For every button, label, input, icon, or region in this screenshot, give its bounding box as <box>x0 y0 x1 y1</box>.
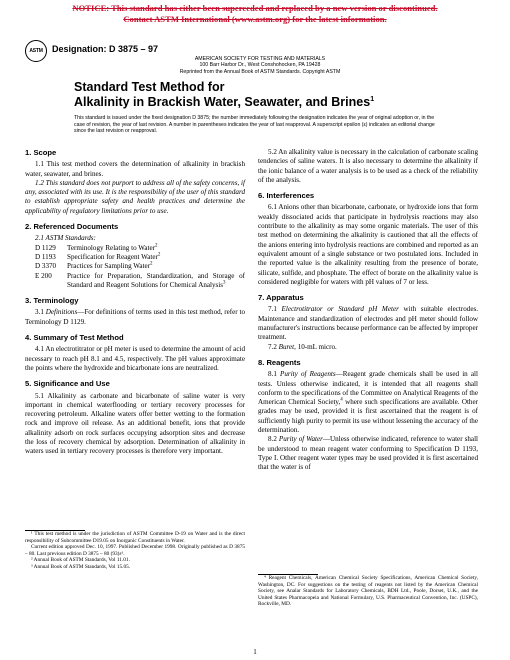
section-heading: 4. Summary of Test Method <box>25 333 124 343</box>
designation: Designation: D 3875 – 97 <box>52 44 159 54</box>
section-heading: 1. Scope <box>25 148 57 157</box>
paragraph: 8.2 Purity of Water—Unless otherwise indicated, reference to water shall be understood to mean reagent water conforming to Specification D 1193, Type I. Other reagent water types may be used provided it is first ascertained that the water is of <box>258 435 479 472</box>
footnote: Current edition approved Dec. 10, 1997. Published December 1998. Originally published as D 3875 – 80. Last previous edition D 3875 – 80 (93)ε¹. <box>25 544 245 557</box>
section-heading: 5. Significance and Use <box>25 379 110 389</box>
page-number: 1 <box>253 648 257 656</box>
notice-line-1: NOTICE: This standard has either been superceded and replaced by a new version or discontinued. <box>72 3 438 13</box>
paragraph: 5.1 Alkalinity as carbonate and bicarbonate of saline water is very important in chemical waterflooding or tertiary recovery processes for recovering petroleum. Alkaline waters offer better wetting to the formation rock and improve oil release. As an additional benefit, ions that provide alkalinity adsorb on rock surfaces occupying adsorption sites and decrease the loss of recovery chemical by adsorption. Determination of alkalinity in waters used in tertiary recovery processes is therefore very important. <box>25 391 245 456</box>
safety-paragraph: 1.2 This standard does not purport to address all of the safety concerns, if any, associated with its use. It is the responsibility of the user of this standard to establish appropriate safety and health practices and determine the applicability of regulatory limitations prior to use. <box>25 178 245 215</box>
section-heading: 7. Apparatus <box>258 293 304 303</box>
paragraph: 8.1 Purity of Reagents—Reagent grade chemicals shall be used in all tests. Unless otherwise indicated, it is intended that all reagents shall conform to the specifications of the Committee on Analytical Reagents of the American Chemical Society,$^4$ where such specifications are available. Other grades may be used, provided it is first ascertained that the reagent is of sufficiently high purity to permit its use without lessening the accuracy of the determination. <box>258 370 478 435</box>
footnotes-left <box>25 530 245 570</box>
footnote: ³ Annual Book of ASTM Standards, Vol 15.05. <box>31 563 131 570</box>
standard-issuance-note: This standard is issued under the fixed designation D 3875; the number immediately following the designation indicates the year of original adoption or, in the case of revision, the year of last revision. A number in parentheses indicates the year of last reapproval. A superscript epsilon (ε) indicates an editorial change since the last revision or reapproval. <box>74 115 435 135</box>
paragraph: 1.1 This test method covers the determination of alkalinity in brackish water, seawater, and brines. <box>25 160 245 178</box>
astm-logo-icon: ASTM <box>25 40 47 62</box>
section-heading: 6. Interferences <box>258 191 315 201</box>
section-heading: 8. Reagents <box>258 357 301 367</box>
notice-line-2: Contact ASTM International (www.astm.org) for the latest information. <box>123 14 387 24</box>
footnotes-right <box>258 574 478 608</box>
right-column <box>258 148 478 473</box>
paragraph: 7.2 Buret, 10-mL micro. <box>268 342 337 351</box>
list-item: D 1129 Terminology Relating to Water$^2$ <box>35 243 158 252</box>
paragraph: 7.1 Electrotitrator or Standard pH Meter with suitable electrodes. Maintenance and standardization of electrodes and pH meter should follow manufacturer's instructions because performance can be affected by improper treatment. <box>258 305 479 342</box>
title-line-2: Alkalinity in Brackish Water, Seawater, and Brines$^1$ <box>74 95 375 109</box>
list-item: D 1193 Specification for Reagent Water$^2$ <box>35 252 161 261</box>
list-item: E 200 Practice for Preparation, Standardization, and Storage of Standard and Reagent Solutions for Chemical Analysis$^3$ <box>35 271 245 289</box>
paragraph: 4.1 An electrotitrator or pH meter is used to determine the amount of acid necessary to reach pH 8.1 and 4.5, respectively. The pH values approximate the points where the hydroxide and bicarbonate ions are neutralized. <box>25 345 245 372</box>
section-heading: 2. Referenced Documents <box>25 222 119 232</box>
title-line-1: Standard Test Method for <box>74 80 225 94</box>
footnote: ⁴ Reagent Chemicals, American Chemical Society Specifications, American Chemical Society, Washington, DC. For suggestions on the testing of reagents not listed by the American Chemical Society, see Analar Standards for Laboratory Chemicals, BDH Ltd., Poole, Dorset, U.K., and the United States Pharmacopeia and National Formulary, U.S. Pharmaceutical Convention, Inc. (USPC), Rockville, MD. <box>258 575 478 607</box>
paragraph: 5.2 An alkalinity value is necessary in the calculation of carbonate scaling tendencies of saline waters. It is also necessary to determine the alkalinity if the ionic balance of a water analysis is to be used as a check of the reliability of the analysis. <box>258 148 478 184</box>
paragraph: 6.1 Anions other than bicarbonate, carbonate, or hydroxide ions that form weakly dissociated acids that participate in hydrolysis reactions may also contribute to the alkalinity as may some organic materials. The user of this test method on determining the alkalinity is cautioned that all the effects of the anions entering into hydrolysis reactions are combined and reported as an equivalent amount of a single substance or two postulated ions. Included in the reported value is the alkalinity resulting from the presence of borate, silicate, sulfide, and phosphate. The effect of borate on the alkalinity value is considered negligible for waters with pH values of 7 or less. <box>258 203 478 286</box>
footnote: ² Annual Book of ASTM Standards, Vol 11.01. <box>31 557 130 563</box>
section-heading: 3. Terminology <box>25 296 79 306</box>
paragraph: 2.1 ASTM Standards: <box>35 234 96 243</box>
list-item: D 3370 Practices for Sampling Water$^2$ <box>35 261 153 271</box>
publisher-info: AMERICAN SOCIETY FOR TESTING AND MATERIALS 100 Barr Harbor Dr., West Conshohocken, PA 19428 Reprinted from the Annual Book of ASTM Standards. Copyright ASTM <box>179 56 341 75</box>
footnote: ¹ This test method is under the jurisdiction of ASTM Committee D-19 on Water and is the direct responsibility of Subcommittee D19.05 on Inorganic Constituents in Water. <box>25 531 245 544</box>
referenced-documents-list <box>25 244 245 290</box>
supersession-notice <box>0 3 510 25</box>
document-title <box>74 80 454 110</box>
left-column <box>25 148 245 457</box>
paragraph: 3.1 Definitions—For definitions of terms used in this test method, refer to Terminology D 1129. <box>25 308 245 326</box>
